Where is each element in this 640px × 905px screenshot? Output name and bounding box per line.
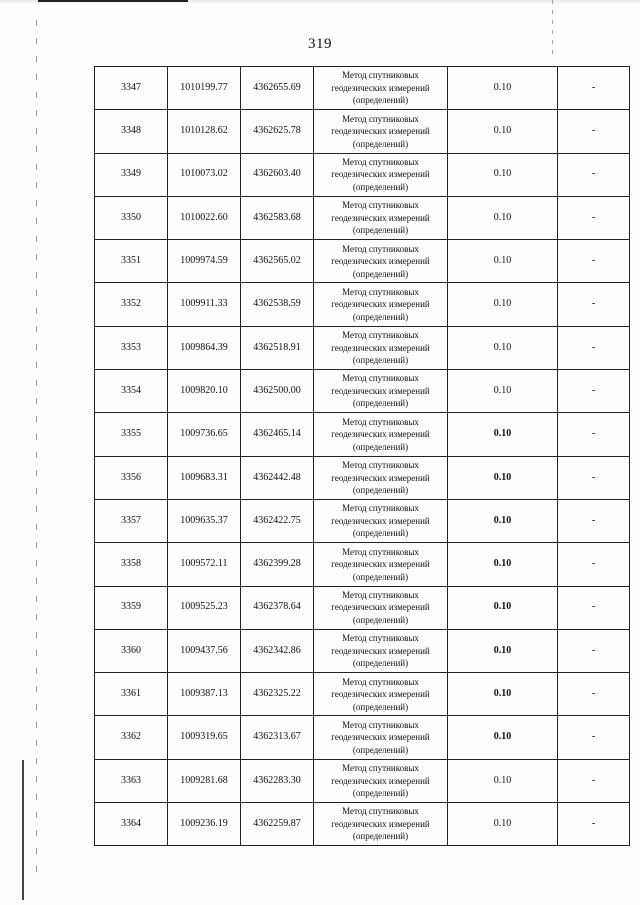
method-line: (определений) bbox=[352, 744, 409, 755]
extra-cell: - bbox=[558, 759, 630, 802]
extra-cell: - bbox=[558, 370, 630, 413]
extra-cell: - bbox=[558, 196, 630, 239]
table-row bbox=[95, 586, 630, 629]
point-number-cell: 3358 bbox=[95, 543, 168, 586]
method-cell bbox=[314, 673, 448, 716]
method-cell bbox=[314, 759, 448, 802]
method-cell bbox=[314, 370, 448, 413]
x-coordinate-cell: 1009683.31 bbox=[168, 456, 241, 499]
point-number-cell: 3356 bbox=[95, 456, 168, 499]
accuracy-cell: 0.10 bbox=[448, 586, 558, 629]
extra-cell: - bbox=[558, 283, 630, 326]
y-coordinate-cell: 4362313.67 bbox=[241, 716, 314, 759]
method-line: геодезических измерений bbox=[331, 818, 430, 829]
method-line: геодезических измерений bbox=[331, 126, 430, 137]
table-row bbox=[95, 803, 630, 846]
point-number-cell: 3355 bbox=[95, 413, 168, 456]
method-cell bbox=[314, 499, 448, 542]
x-coordinate-cell: 1010073.02 bbox=[168, 153, 241, 196]
method-line: геодезических измерений bbox=[331, 342, 430, 353]
page-number: 319 bbox=[308, 36, 332, 52]
method-line: Метод спутниковых bbox=[342, 460, 419, 471]
extra-cell: - bbox=[558, 803, 630, 846]
x-coordinate-cell: 1009820.10 bbox=[168, 370, 241, 413]
y-coordinate-cell: 4362399.28 bbox=[241, 543, 314, 586]
y-coordinate-cell: 4362259.87 bbox=[241, 803, 314, 846]
x-coordinate-cell: 1009525.23 bbox=[168, 586, 241, 629]
x-coordinate-cell: 1010199.77 bbox=[168, 67, 241, 110]
method-line: Метод спутниковых bbox=[342, 416, 419, 427]
table-row bbox=[95, 543, 630, 586]
y-coordinate-cell: 4362325.22 bbox=[241, 673, 314, 716]
accuracy-cell: 0.10 bbox=[448, 370, 558, 413]
method-line: геодезических измерений bbox=[331, 472, 430, 483]
point-number-cell: 3363 bbox=[95, 759, 168, 802]
method-cell bbox=[314, 803, 448, 846]
method-line: Метод спутниковых bbox=[342, 200, 419, 211]
method-line: (определений) bbox=[352, 831, 409, 842]
coordinates-table bbox=[94, 66, 630, 846]
method-cell bbox=[314, 67, 448, 110]
method-cell bbox=[314, 240, 448, 283]
x-coordinate-cell: 1009974.59 bbox=[168, 240, 241, 283]
method-line: (определений) bbox=[352, 95, 409, 106]
x-coordinate-cell: 1009387.13 bbox=[168, 673, 241, 716]
table-row bbox=[95, 153, 630, 196]
method-line: (определений) bbox=[352, 138, 409, 149]
method-line: (определений) bbox=[352, 571, 409, 582]
table-row bbox=[95, 240, 630, 283]
table-row bbox=[95, 456, 630, 499]
method-line: (определений) bbox=[352, 311, 409, 322]
accuracy-cell: 0.10 bbox=[448, 153, 558, 196]
method-line: (определений) bbox=[352, 441, 409, 452]
table-row bbox=[95, 629, 630, 672]
y-coordinate-cell: 4362500.00 bbox=[241, 370, 314, 413]
accuracy-cell: 0.10 bbox=[448, 543, 558, 586]
extra-cell: - bbox=[558, 153, 630, 196]
method-line: геодезических измерений bbox=[331, 559, 430, 570]
y-coordinate-cell: 4362603.40 bbox=[241, 153, 314, 196]
extra-cell: - bbox=[558, 67, 630, 110]
method-line: геодезических измерений bbox=[331, 732, 430, 743]
method-cell bbox=[314, 586, 448, 629]
x-coordinate-cell: 1009736.65 bbox=[168, 413, 241, 456]
point-number-cell: 3364 bbox=[95, 803, 168, 846]
accuracy-cell: 0.10 bbox=[448, 110, 558, 153]
x-coordinate-cell: 1009635.37 bbox=[168, 499, 241, 542]
method-line: геодезических измерений bbox=[331, 515, 430, 526]
extra-cell: - bbox=[558, 629, 630, 672]
x-coordinate-cell: 1009864.39 bbox=[168, 326, 241, 369]
y-coordinate-cell: 4362565.02 bbox=[241, 240, 314, 283]
method-line: Метод спутниковых bbox=[342, 676, 419, 687]
table-row bbox=[95, 67, 630, 110]
method-cell bbox=[314, 110, 448, 153]
point-number-cell: 3362 bbox=[95, 716, 168, 759]
point-number-cell: 3349 bbox=[95, 153, 168, 196]
x-coordinate-cell: 1010022.60 bbox=[168, 196, 241, 239]
table-row bbox=[95, 499, 630, 542]
point-number-cell: 3359 bbox=[95, 586, 168, 629]
extra-cell: - bbox=[558, 716, 630, 759]
method-line: Метод спутниковых bbox=[342, 589, 419, 600]
method-line: (определений) bbox=[352, 355, 409, 366]
extra-cell: - bbox=[558, 240, 630, 283]
method-line: Метод спутниковых bbox=[342, 503, 419, 514]
y-coordinate-cell: 4362378.64 bbox=[241, 586, 314, 629]
method-cell bbox=[314, 196, 448, 239]
x-coordinate-cell: 1009911.33 bbox=[168, 283, 241, 326]
accuracy-cell: 0.10 bbox=[448, 326, 558, 369]
method-cell bbox=[314, 153, 448, 196]
scan-artifact-top-line bbox=[38, 0, 188, 2]
method-line: геодезических измерений bbox=[331, 689, 430, 700]
method-line: Метод спутниковых bbox=[342, 763, 419, 774]
y-coordinate-cell: 4362538.59 bbox=[241, 283, 314, 326]
point-number-cell: 3354 bbox=[95, 370, 168, 413]
method-line: геодезических измерений bbox=[331, 775, 430, 786]
accuracy-cell: 0.10 bbox=[448, 240, 558, 283]
extra-cell: - bbox=[558, 110, 630, 153]
method-line: геодезических измерений bbox=[331, 169, 430, 180]
method-cell bbox=[314, 543, 448, 586]
method-line: Метод спутниковых bbox=[342, 70, 419, 81]
point-number-cell: 3347 bbox=[95, 67, 168, 110]
method-line: Метод спутниковых bbox=[342, 633, 419, 644]
accuracy-cell: 0.10 bbox=[448, 283, 558, 326]
x-coordinate-cell: 1009437.56 bbox=[168, 629, 241, 672]
accuracy-cell: 0.10 bbox=[448, 803, 558, 846]
method-line: (определений) bbox=[352, 658, 409, 669]
method-line: (определений) bbox=[352, 701, 409, 712]
point-number-cell: 3361 bbox=[95, 673, 168, 716]
method-line: Метод спутниковых bbox=[342, 243, 419, 254]
accuracy-cell: 0.10 bbox=[448, 629, 558, 672]
method-line: (определений) bbox=[352, 788, 409, 799]
table-row bbox=[95, 110, 630, 153]
point-number-cell: 3352 bbox=[95, 283, 168, 326]
y-coordinate-cell: 4362342.86 bbox=[241, 629, 314, 672]
scan-artifact-left-dots bbox=[36, 20, 37, 880]
x-coordinate-cell: 1009319.65 bbox=[168, 716, 241, 759]
method-line: Метод спутниковых bbox=[342, 806, 419, 817]
point-number-cell: 3348 bbox=[95, 110, 168, 153]
table-row bbox=[95, 673, 630, 716]
extra-cell: - bbox=[558, 673, 630, 716]
method-cell bbox=[314, 413, 448, 456]
method-line: Метод спутниковых bbox=[342, 719, 419, 730]
method-line: Метод спутниковых bbox=[342, 113, 419, 124]
x-coordinate-cell: 1009281.68 bbox=[168, 759, 241, 802]
method-line: геодезических измерений bbox=[331, 385, 430, 396]
accuracy-cell: 0.10 bbox=[448, 716, 558, 759]
y-coordinate-cell: 4362583.68 bbox=[241, 196, 314, 239]
method-line: геодезических измерений bbox=[331, 82, 430, 93]
point-number-cell: 3357 bbox=[95, 499, 168, 542]
method-line: геодезических измерений bbox=[331, 256, 430, 267]
method-line: Метод спутниковых bbox=[342, 373, 419, 384]
method-line: Метод спутниковых bbox=[342, 330, 419, 341]
method-line: геодезических измерений bbox=[331, 299, 430, 310]
point-number-cell: 3351 bbox=[95, 240, 168, 283]
y-coordinate-cell: 4362655.69 bbox=[241, 67, 314, 110]
y-coordinate-cell: 4362518.91 bbox=[241, 326, 314, 369]
method-line: (определений) bbox=[352, 225, 409, 236]
y-coordinate-cell: 4362465.14 bbox=[241, 413, 314, 456]
extra-cell: - bbox=[558, 543, 630, 586]
method-cell bbox=[314, 456, 448, 499]
y-coordinate-cell: 4362422.75 bbox=[241, 499, 314, 542]
accuracy-cell: 0.10 bbox=[448, 759, 558, 802]
table-row bbox=[95, 326, 630, 369]
method-line: геодезических измерений bbox=[331, 645, 430, 656]
table-row bbox=[95, 413, 630, 456]
table-row bbox=[95, 370, 630, 413]
method-line: (определений) bbox=[352, 268, 409, 279]
method-cell bbox=[314, 326, 448, 369]
accuracy-cell: 0.10 bbox=[448, 196, 558, 239]
point-number-cell: 3353 bbox=[95, 326, 168, 369]
extra-cell: - bbox=[558, 586, 630, 629]
method-cell bbox=[314, 629, 448, 672]
table-row bbox=[95, 196, 630, 239]
point-number-cell: 3350 bbox=[95, 196, 168, 239]
y-coordinate-cell: 4362625.78 bbox=[241, 110, 314, 153]
y-coordinate-cell: 4362442.48 bbox=[241, 456, 314, 499]
scan-artifact-left-line bbox=[22, 760, 24, 900]
x-coordinate-cell: 1010128.62 bbox=[168, 110, 241, 153]
extra-cell: - bbox=[558, 326, 630, 369]
x-coordinate-cell: 1009572.11 bbox=[168, 543, 241, 586]
method-line: геодезических измерений bbox=[331, 212, 430, 223]
extra-cell: - bbox=[558, 456, 630, 499]
method-cell bbox=[314, 716, 448, 759]
table-row bbox=[95, 283, 630, 326]
y-coordinate-cell: 4362283.30 bbox=[241, 759, 314, 802]
method-line: (определений) bbox=[352, 485, 409, 496]
accuracy-cell: 0.10 bbox=[448, 413, 558, 456]
method-line: (определений) bbox=[352, 528, 409, 539]
point-number-cell: 3360 bbox=[95, 629, 168, 672]
method-line: Метод спутниковых bbox=[342, 156, 419, 167]
table-row bbox=[95, 716, 630, 759]
method-cell bbox=[314, 283, 448, 326]
accuracy-cell: 0.10 bbox=[448, 456, 558, 499]
accuracy-cell: 0.10 bbox=[448, 67, 558, 110]
method-line: (определений) bbox=[352, 398, 409, 409]
method-line: геодезических измерений bbox=[331, 602, 430, 613]
method-line: Метод спутниковых bbox=[342, 546, 419, 557]
x-coordinate-cell: 1009236.19 bbox=[168, 803, 241, 846]
method-line: геодезических измерений bbox=[331, 429, 430, 440]
extra-cell: - bbox=[558, 413, 630, 456]
table-row bbox=[95, 759, 630, 802]
extra-cell: - bbox=[558, 499, 630, 542]
accuracy-cell: 0.10 bbox=[448, 499, 558, 542]
method-line: (определений) bbox=[352, 614, 409, 625]
method-line: Метод спутниковых bbox=[342, 286, 419, 297]
accuracy-cell: 0.10 bbox=[448, 673, 558, 716]
method-line: (определений) bbox=[352, 181, 409, 192]
